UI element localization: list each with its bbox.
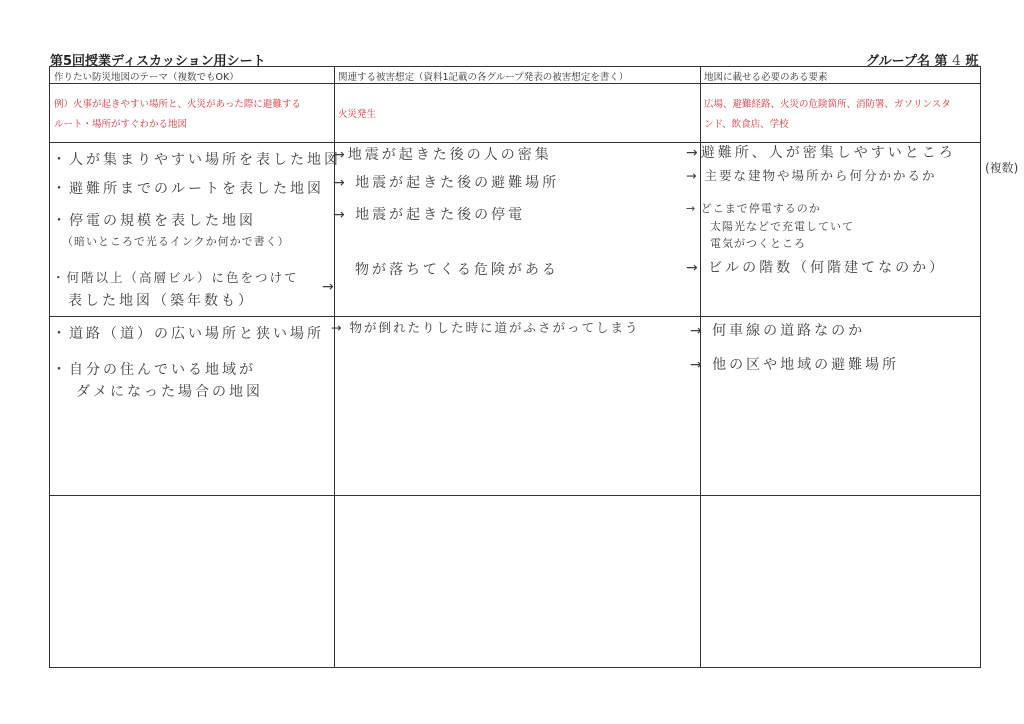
handwritten-theme: ・何階以上（高層ビル）に色をつけて <box>52 270 299 285</box>
example-theme-line: 例）火事が起きやすい場所と、火災があった際に避難する <box>54 99 301 110</box>
example-theme <box>54 95 330 135</box>
example-theme-line: ルート・場所がすぐわかる地図 <box>54 119 188 130</box>
handwritten-arrow: → <box>322 279 337 295</box>
handwritten-theme-note: （暗いところで光るインクか何かで書く） <box>62 235 290 248</box>
handwritten-theme: ダメになった場合の地図 <box>76 384 263 400</box>
example-damage: 火災発生 <box>338 109 377 120</box>
handwritten-element: → ビルの階数（何階建てなのか） <box>686 260 947 276</box>
handwritten-element: 電気がつくところ <box>710 237 806 250</box>
row-divider <box>50 495 980 496</box>
column-header-theme: 作りたい防災地図のテーマ（複数でもOK） <box>54 72 239 83</box>
column-header-damage: 関連する被害想定（資料1記載の各グループ発表の被害想定を書く） <box>338 72 629 83</box>
group-label: グループ名 <box>866 54 930 69</box>
handwritten-note-multiple: (複数) <box>985 161 1019 175</box>
group-prefix: 第 <box>934 54 948 69</box>
handwritten-theme: ・避難所までのルートを表した地図 <box>52 181 324 197</box>
handwritten-theme: ・人が集まりやすい場所を表した地図 <box>52 152 341 168</box>
row-divider <box>50 83 980 84</box>
handwritten-theme: ・道路（道）の広い場所と狭い場所 <box>52 326 324 342</box>
group-number: 4 <box>952 53 961 69</box>
example-elements-line: 広場、避難経路、火災の危険箇所、消防署、ガソリンスタ <box>704 99 951 110</box>
sheet-title: 第5回授業ディスカッション用シート <box>50 54 266 69</box>
row-divider <box>50 316 980 317</box>
handwritten-element: → 何車線の道路なのか <box>690 323 866 339</box>
handwritten-element: 太陽光などで充電していて <box>710 220 854 233</box>
handwritten-theme: 表した地図（築年数も） <box>68 293 255 309</box>
handwritten-damage: → 地震が起きた後の停電 <box>333 207 526 223</box>
handwritten-theme: ・自分の住んでいる地域が <box>52 362 256 378</box>
group-suffix: 班 <box>965 54 979 69</box>
handwritten-element: → 主要な建物や場所から何分かかるか <box>686 168 937 183</box>
handwritten-damage: 物が落ちてくる危険がある <box>355 262 559 278</box>
handwritten-element: → 他の区や地域の避難場所 <box>690 357 900 373</box>
handwritten-element: →避難所、人が密集しやすいところ <box>686 145 956 161</box>
handwritten-theme: ・停電の規模を表した地図 <box>52 213 256 229</box>
column-header-elements: 地図に載せる必要のある要素 <box>704 72 828 83</box>
discussion-table <box>49 66 981 668</box>
handwritten-damage: → 物が倒れたりした時に道がふさがってしまう <box>331 320 640 335</box>
handwritten-element: → どこまで停電するのか <box>686 202 821 215</box>
handwritten-damage: →地震が起きた後の人の密集 <box>333 147 552 163</box>
example-elements-line: ンド、飲食店、学校 <box>704 119 789 130</box>
example-elements <box>704 95 978 135</box>
handwritten-damage: → 地震が起きた後の避難場所 <box>333 175 560 191</box>
